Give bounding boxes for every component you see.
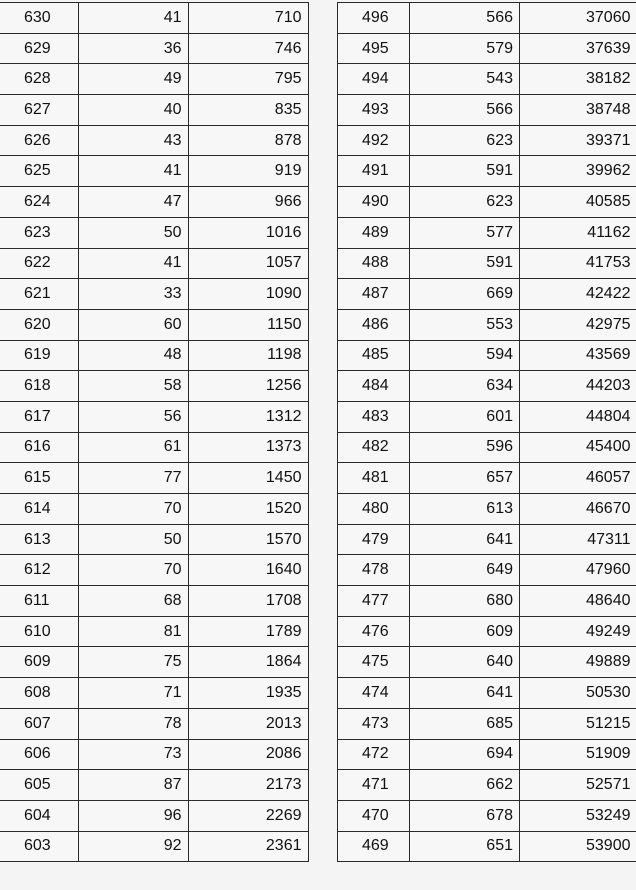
cumulative-cell: 42422	[520, 279, 636, 310]
score-cell: 469	[338, 831, 410, 862]
cumulative-cell: 50530	[520, 678, 636, 709]
count-cell: 70	[78, 494, 188, 525]
score-cell: 472	[338, 739, 410, 770]
cumulative-cell: 46670	[520, 494, 636, 525]
table-row	[338, 432, 636, 463]
score-cell: 490	[338, 187, 410, 218]
table-row	[0, 524, 308, 555]
table-row	[0, 800, 308, 831]
score-cell: 484	[338, 371, 410, 402]
count-cell: 601	[410, 401, 520, 432]
table-row	[338, 524, 636, 555]
cumulative-cell: 1198	[188, 340, 308, 371]
count-cell: 36	[78, 33, 188, 64]
cumulative-cell: 49249	[520, 616, 636, 647]
cumulative-cell: 1312	[188, 401, 308, 432]
score-cell: 606	[0, 739, 78, 770]
count-cell: 33	[78, 279, 188, 310]
table-row	[0, 739, 308, 770]
table-row	[338, 3, 636, 34]
score-cell: 477	[338, 586, 410, 617]
score-table-left-body	[0, 3, 308, 862]
score-cell: 605	[0, 770, 78, 801]
table-row	[338, 371, 636, 402]
count-cell: 92	[78, 831, 188, 862]
score-cell: 607	[0, 708, 78, 739]
count-cell: 613	[410, 494, 520, 525]
count-cell: 694	[410, 739, 520, 770]
table-row	[338, 64, 636, 95]
table-row	[338, 95, 636, 126]
table-row	[0, 309, 308, 340]
score-cell: 613	[0, 524, 78, 555]
cumulative-cell: 41162	[520, 217, 636, 248]
score-cell: 473	[338, 708, 410, 739]
score-cell: 630	[0, 3, 78, 34]
table-row	[0, 401, 308, 432]
table-row	[338, 279, 636, 310]
count-cell: 685	[410, 708, 520, 739]
cumulative-cell: 44203	[520, 371, 636, 402]
cumulative-cell: 1520	[188, 494, 308, 525]
score-cell: 617	[0, 401, 78, 432]
table-row	[0, 831, 308, 862]
cumulative-cell: 2361	[188, 831, 308, 862]
cumulative-cell: 37060	[520, 3, 636, 34]
count-cell: 543	[410, 64, 520, 95]
cumulative-cell: 2173	[188, 770, 308, 801]
count-cell: 71	[78, 678, 188, 709]
table-row	[0, 33, 308, 64]
cumulative-cell: 1864	[188, 647, 308, 678]
cumulative-cell: 1016	[188, 217, 308, 248]
cumulative-cell: 1640	[188, 555, 308, 586]
cumulative-cell: 52571	[520, 770, 636, 801]
table-row	[0, 770, 308, 801]
count-cell: 50	[78, 524, 188, 555]
score-cell: 625	[0, 156, 78, 187]
cumulative-cell: 1256	[188, 371, 308, 402]
count-cell: 662	[410, 770, 520, 801]
score-cell: 624	[0, 187, 78, 218]
table-row	[0, 187, 308, 218]
table-row	[338, 708, 636, 739]
table-row	[338, 125, 636, 156]
table-row	[0, 647, 308, 678]
score-cell: 619	[0, 340, 78, 371]
table-row	[338, 248, 636, 279]
table-row	[0, 248, 308, 279]
table-row	[338, 217, 636, 248]
table-row	[338, 831, 636, 862]
score-cell: 486	[338, 309, 410, 340]
table-row	[0, 432, 308, 463]
score-cell: 603	[0, 831, 78, 862]
score-cell: 604	[0, 800, 78, 831]
count-cell: 591	[410, 156, 520, 187]
score-cell: 612	[0, 555, 78, 586]
table-row	[0, 64, 308, 95]
count-cell: 47	[78, 187, 188, 218]
count-cell: 623	[410, 125, 520, 156]
score-cell: 476	[338, 616, 410, 647]
count-cell: 623	[410, 187, 520, 218]
table-row	[0, 708, 308, 739]
cumulative-cell: 795	[188, 64, 308, 95]
cumulative-cell: 37639	[520, 33, 636, 64]
table-row	[0, 125, 308, 156]
count-cell: 43	[78, 125, 188, 156]
count-cell: 579	[410, 33, 520, 64]
score-table-right-body	[338, 3, 636, 862]
score-cell: 488	[338, 248, 410, 279]
count-cell: 640	[410, 647, 520, 678]
cumulative-cell: 966	[188, 187, 308, 218]
cumulative-cell: 1090	[188, 279, 308, 310]
score-cell: 481	[338, 463, 410, 494]
score-cell: 494	[338, 64, 410, 95]
score-cell: 620	[0, 309, 78, 340]
score-cell: 622	[0, 248, 78, 279]
count-cell: 48	[78, 340, 188, 371]
table-row	[338, 156, 636, 187]
cumulative-cell: 2086	[188, 739, 308, 770]
table-row	[0, 3, 308, 34]
table-row	[0, 95, 308, 126]
count-cell: 678	[410, 800, 520, 831]
cumulative-cell: 48640	[520, 586, 636, 617]
table-row	[338, 463, 636, 494]
count-cell: 566	[410, 95, 520, 126]
cumulative-cell: 39371	[520, 125, 636, 156]
cumulative-cell: 51909	[520, 739, 636, 770]
cumulative-cell: 1708	[188, 586, 308, 617]
score-cell: 623	[0, 217, 78, 248]
cumulative-cell: 40585	[520, 187, 636, 218]
count-cell: 81	[78, 616, 188, 647]
count-cell: 61	[78, 432, 188, 463]
cumulative-cell: 39962	[520, 156, 636, 187]
score-cell: 495	[338, 33, 410, 64]
table-row	[0, 586, 308, 617]
cumulative-cell: 1789	[188, 616, 308, 647]
table-row	[338, 647, 636, 678]
cumulative-cell: 46057	[520, 463, 636, 494]
score-cell: 610	[0, 616, 78, 647]
table-row	[0, 463, 308, 494]
cumulative-cell: 835	[188, 95, 308, 126]
count-cell: 49	[78, 64, 188, 95]
cumulative-cell: 710	[188, 3, 308, 34]
table-row	[338, 401, 636, 432]
score-cell: 621	[0, 279, 78, 310]
count-cell: 40	[78, 95, 188, 126]
score-cell: 627	[0, 95, 78, 126]
count-cell: 669	[410, 279, 520, 310]
table-row	[0, 555, 308, 586]
count-cell: 591	[410, 248, 520, 279]
cumulative-cell: 53900	[520, 831, 636, 862]
score-cell: 618	[0, 371, 78, 402]
cumulative-cell: 746	[188, 33, 308, 64]
count-cell: 651	[410, 831, 520, 862]
score-cell: 626	[0, 125, 78, 156]
count-cell: 594	[410, 340, 520, 371]
table-row	[0, 616, 308, 647]
score-cell: 611	[0, 586, 78, 617]
score-cell: 628	[0, 64, 78, 95]
score-cell: 474	[338, 678, 410, 709]
count-cell: 78	[78, 708, 188, 739]
count-cell: 566	[410, 3, 520, 34]
count-cell: 50	[78, 217, 188, 248]
cumulative-cell: 51215	[520, 708, 636, 739]
score-cell: 478	[338, 555, 410, 586]
score-cell: 629	[0, 33, 78, 64]
table-row	[338, 616, 636, 647]
score-cell: 480	[338, 494, 410, 525]
count-cell: 58	[78, 371, 188, 402]
cumulative-cell: 49889	[520, 647, 636, 678]
count-cell: 577	[410, 217, 520, 248]
score-cell: 479	[338, 524, 410, 555]
score-cell: 608	[0, 678, 78, 709]
table-row	[0, 678, 308, 709]
score-cell: 485	[338, 340, 410, 371]
cumulative-cell: 43569	[520, 340, 636, 371]
cumulative-cell: 1150	[188, 309, 308, 340]
count-cell: 609	[410, 616, 520, 647]
cumulative-cell: 1373	[188, 432, 308, 463]
cumulative-cell: 45400	[520, 432, 636, 463]
table-row	[338, 770, 636, 801]
score-cell: 482	[338, 432, 410, 463]
cumulative-cell: 1935	[188, 678, 308, 709]
score-cell: 489	[338, 217, 410, 248]
table-row	[338, 33, 636, 64]
table-row	[338, 555, 636, 586]
count-cell: 96	[78, 800, 188, 831]
count-cell: 41	[78, 248, 188, 279]
table-row	[0, 371, 308, 402]
count-cell: 73	[78, 739, 188, 770]
score-cell: 470	[338, 800, 410, 831]
count-cell: 75	[78, 647, 188, 678]
table-row	[338, 309, 636, 340]
score-cell: 615	[0, 463, 78, 494]
score-cell: 616	[0, 432, 78, 463]
cumulative-cell: 38748	[520, 95, 636, 126]
cumulative-cell: 42975	[520, 309, 636, 340]
table-row	[338, 340, 636, 371]
table-row	[338, 800, 636, 831]
count-cell: 41	[78, 156, 188, 187]
count-cell: 70	[78, 555, 188, 586]
count-cell: 596	[410, 432, 520, 463]
score-cell: 492	[338, 125, 410, 156]
cumulative-cell: 53249	[520, 800, 636, 831]
count-cell: 60	[78, 309, 188, 340]
cumulative-cell: 41753	[520, 248, 636, 279]
count-cell: 680	[410, 586, 520, 617]
cumulative-cell: 1450	[188, 463, 308, 494]
score-cell: 614	[0, 494, 78, 525]
score-cell: 475	[338, 647, 410, 678]
score-cell: 483	[338, 401, 410, 432]
cumulative-cell: 38182	[520, 64, 636, 95]
count-cell: 657	[410, 463, 520, 494]
cumulative-cell: 44804	[520, 401, 636, 432]
score-cell: 493	[338, 95, 410, 126]
count-cell: 641	[410, 524, 520, 555]
count-cell: 553	[410, 309, 520, 340]
score-table-left	[0, 2, 309, 862]
cumulative-cell: 47311	[520, 524, 636, 555]
count-cell: 634	[410, 371, 520, 402]
table-row	[338, 494, 636, 525]
table-row	[0, 156, 308, 187]
count-cell: 641	[410, 678, 520, 709]
cumulative-cell: 919	[188, 156, 308, 187]
count-cell: 87	[78, 770, 188, 801]
count-cell: 649	[410, 555, 520, 586]
table-row	[0, 340, 308, 371]
cumulative-cell: 2269	[188, 800, 308, 831]
count-cell: 77	[78, 463, 188, 494]
score-cell: 496	[338, 3, 410, 34]
score-cell: 609	[0, 647, 78, 678]
score-cell: 491	[338, 156, 410, 187]
score-cell: 487	[338, 279, 410, 310]
count-cell: 56	[78, 401, 188, 432]
cumulative-cell: 1570	[188, 524, 308, 555]
table-row	[0, 494, 308, 525]
table-row	[338, 187, 636, 218]
table-row	[0, 279, 308, 310]
cumulative-cell: 1057	[188, 248, 308, 279]
count-cell: 41	[78, 3, 188, 34]
cumulative-cell: 47960	[520, 555, 636, 586]
table-row	[0, 217, 308, 248]
score-table-right	[337, 2, 636, 862]
cumulative-cell: 878	[188, 125, 308, 156]
cumulative-cell: 2013	[188, 708, 308, 739]
table-row	[338, 678, 636, 709]
table-row	[338, 739, 636, 770]
table-row	[338, 586, 636, 617]
score-cell: 471	[338, 770, 410, 801]
count-cell: 68	[78, 586, 188, 617]
